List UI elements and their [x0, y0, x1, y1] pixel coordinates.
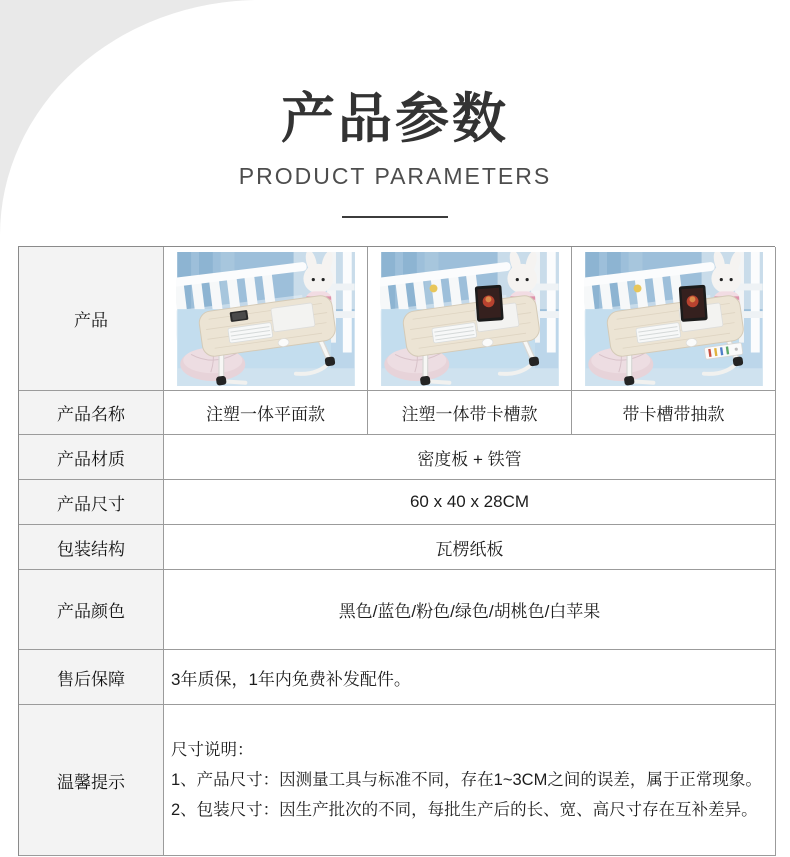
- material-value: 密度板 + 铁管: [164, 435, 776, 480]
- tips-note-2: 2、包装尺寸：因生产批次的不同，每批生产后的长、宽、高尺寸存在互补差异。: [171, 801, 758, 819]
- page-subtitle: PRODUCT PARAMETERS: [238, 163, 552, 189]
- product-photo-desk-card-slot: [380, 252, 560, 386]
- product-name-3: 带卡槽带抽款: [572, 391, 776, 435]
- row-label-warranty: 售后保障: [19, 650, 164, 705]
- row-label-size: 产品尺寸: [19, 480, 164, 525]
- product-photo-cell-2: [368, 247, 572, 391]
- title-divider: [342, 216, 448, 218]
- product-photo-cell-3: [572, 247, 776, 391]
- product-photo-cell-1: [164, 247, 368, 391]
- product-name-1: 注塑一体平面款: [164, 391, 368, 435]
- color-value: 黑色/蓝色/粉色/绿色/胡桃色/白苹果: [164, 570, 776, 650]
- size-value: 60 x 40 x 28CM: [164, 480, 776, 525]
- product-photo-desk-flat-top: [176, 252, 356, 386]
- row-label-material: 产品材质: [19, 435, 164, 480]
- row-label-product: 产品: [19, 247, 164, 391]
- warranty-value: 3年质保，1年内免费补发配件。: [164, 650, 776, 705]
- packaging-value: 瓦楞纸板: [164, 525, 776, 570]
- row-label-packaging: 包装结构: [19, 525, 164, 570]
- tips-heading: 尺寸说明：: [171, 741, 254, 759]
- page-header: [0, 0, 790, 218]
- product-name-2: 注塑一体带卡槽款: [368, 391, 572, 435]
- parameters-table: [18, 246, 775, 856]
- row-label-color: 产品颜色: [19, 570, 164, 650]
- tips-note-1: 1、产品尺寸：因测量工具与标准不同，存在1~3CM之间的误差，属于正常现象。: [171, 771, 762, 789]
- row-label-name: 产品名称: [19, 391, 164, 435]
- page-title: 产品参数: [281, 89, 509, 149]
- row-label-tips: 温馨提示: [19, 705, 164, 856]
- product-photo-desk-card-slot-drawer: [584, 252, 764, 386]
- tips-value: [164, 705, 776, 856]
